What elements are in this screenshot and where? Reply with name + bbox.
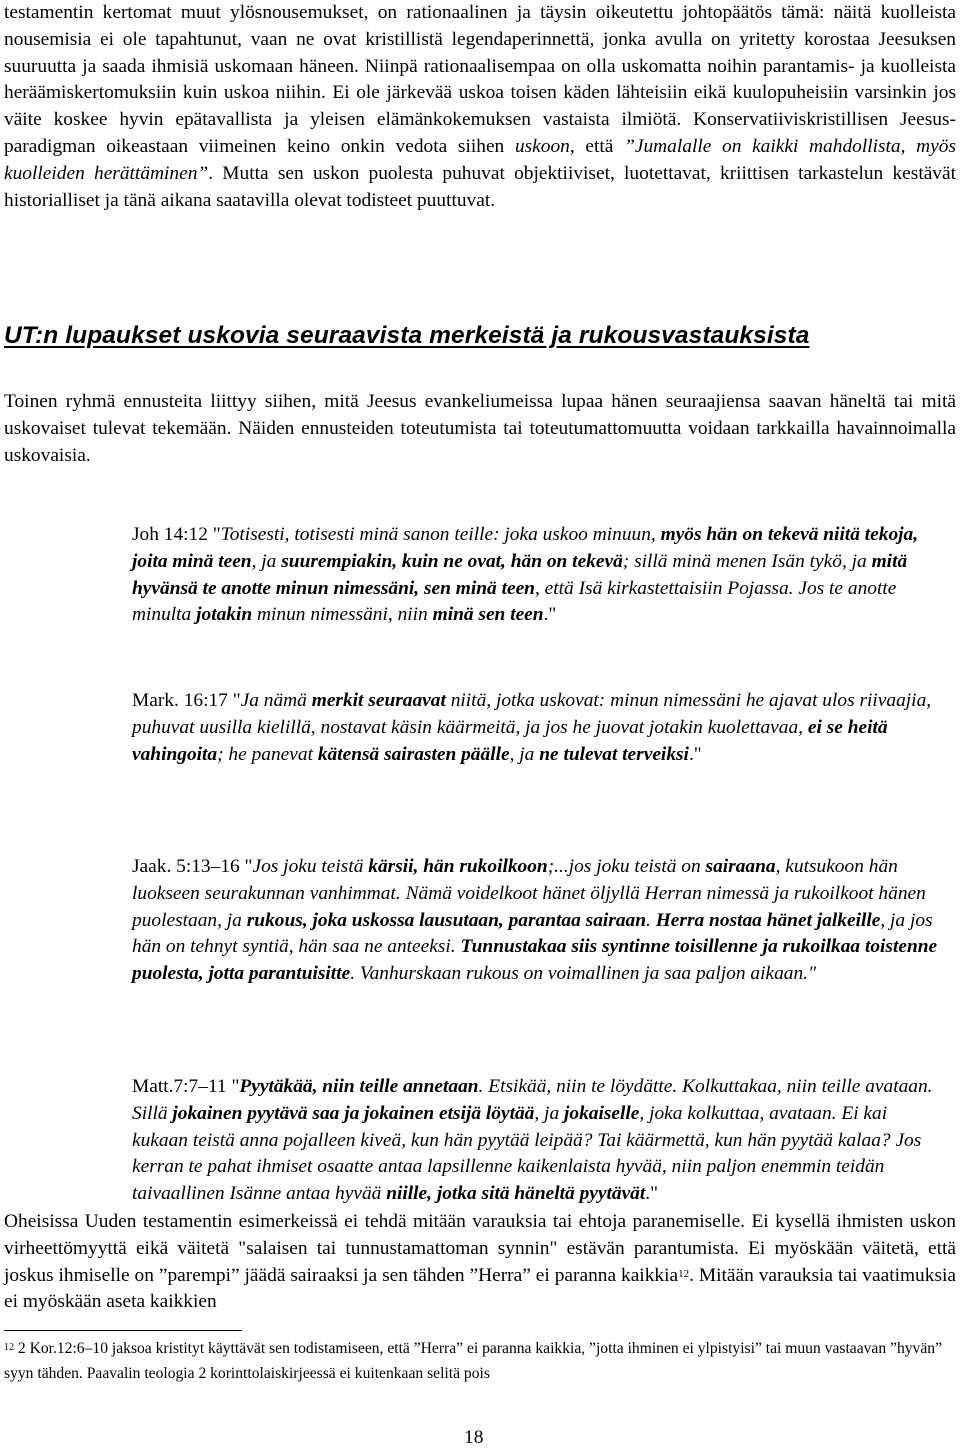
footnote-text: 2 Kor.12:6–10 jaksoa kristityt käyttävät sen todistamiseen, että ”Herra” ei paranna kaikkia, ”jotta ihminen ei ylpistyisi” tai muun vastaavan ”hyvän” syyn tähden. Paavalin teologia 2 korinttolaiskirjeessä ei kuitenkaan selitä pois: [4, 1340, 942, 1382]
bible-quote-matthew: Matt.7:7–11 "Pyytäkää, niin teille annetaan. Etsikää, niin te löydätte. Kolkuttakaa, niin teille avataan. Sillä jokainen pyytävä saa ja jokainen etsijä löytää, ja jokaiselle, joka kolkuttaa, avataan. Ei kai kukaan teistä anna pojalleen kiveä, kun hän pyytää leipää? Tai käärmettä, kun hän pyytää kalaa? Jos kerran te pahat ihmiset osaatte antaa lapsillenne kaikenlaista hyvää, niin paljon enemmin teidän taivaallinen Isänne antaa hyvää niille, jotka sitä häneltä pyytävät.": [132, 1076, 933, 1205]
footnote-divider: [4, 1330, 242, 1331]
footnote-marker: 12: [4, 1342, 14, 1353]
body-paragraph-3: Oheisissa Uuden testamentin esimerkeissä ei tehdä mitään varauksia tai ehtoja paranemiselle. Ei kysellä ihmisten uskon virheettömyyttä eikä väitetä "salaisen tai tunnustamattoman synnin" estävän parantumista. Ei myöskään väitetä, että joskus ihmiselle on ”parempi” jäädä sairaaksi ja sen tähden ”Herra” ei paranna kaikkia$^{12}$. Mitään varauksia tai vaatimuksia ei myöskään aseta kaikkien: [4, 1211, 956, 1313]
section-heading: UT:n lupaukset uskovia seuraavista merkeistä ja rukousvastauksista: [4, 322, 810, 349]
body-paragraph-1: testamentin kertomat muut ylösnousemukset, on rationaalinen ja täysin oikeutettu johtopäätös tämä: näitä kuolleista nousemisia ei ole tapahtunut, vaan ne ovat kristillistä legendaperinnettä, jonka avulla on yritetty korostaa Jeesuksen suuruutta ja saada ihmisiä uskomaan häneen. Niinpä rationaalisempaa on olla uskomatta noihin parantamis- ja kuolleista heräämiskertomuksiin kuin uskoa niihin. Ei ole järkevää uskoa toisen käden lähteisiin eikä kuulopuheisiin varsinkin jos väite koskee hyvin epätavallista ja yleisen elämänkokemuksen vastaista ilmiötä. Konservatiiviskristillisen Jeesus-paradigman oikeastaan viimeinen keino onkin vedota siihen uskoon, että ”Jumalalle on kaikki mahdollista, myös kuolleiden herättäminen”. Mutta sen uskon puolesta puhuvat objektiiviset, luotettavat, kriittisen tarkastelun kestävät historialliset ja tänä aikana saatavilla olevat todisteet puuttuvat.: [4, 2, 957, 211]
footnote-reference[interactable]: 12: [678, 1267, 690, 1280]
footnote: [4, 1337, 956, 1386]
bible-quote-mark: Mark. 16:17 "Ja nämä merkit seuraavat niitä, jotka uskovat: minun nimessäni he ajavat ulos riivaajia, puhuvat uusilla kielillä, nostavat käsin käärmeitä, ja jos he juovat jotakin kuolettavaa, ei se heitä vahingoita; he panevat kätensä sairasten päälle, ja ne tulevat terveiksi.": [132, 690, 932, 765]
bible-quote-john: Joh 14:12 "Totisesti, totisesti minä sanon teille: joka uskoo minuun, myös hän on tekevä niitä tekoja, joita minä teen, ja suurempiakin, kuin ne ovat, hän on tekevä; sillä minä menen Isän tykö, ja mitä hyvänsä te anotte minun nimessäni, sen minä teen, että Isä kirkastettaisiin Pojassa. Jos te anotte minulta jotakin minun nimessäni, niin minä sen teen.": [132, 524, 919, 626]
page-number: 18: [464, 1427, 484, 1448]
body-paragraph-2: Toinen ryhmä ennusteita liittyy siihen, mitä Jeesus evankeliumeissa lupaa hänen seuraajiensa saavan häneltä tai mitä uskovaiset tulevat tekemään. Näiden ennusteiden toteutumista tai toteutumattomuutta voidaan tarkkailla havainnoimalla uskovaisia.: [4, 391, 956, 466]
bible-quote-james: Jaak. 5:13–16 "Jos joku teistä kärsii, hän rukoilkoon;...jos joku teistä on sairaana, kutsukoon hän luokseen seurakunnan vanhimmat. Nämä voidelkoot hänet öljyllä Herran nimessä ja rukoilkoot hänen puolestaan, ja rukous, joka uskossa lausutaan, parantaa sairaan. Herra nostaa hänet jalkeille, ja jos hän on tehnyt syntiä, hän saa ne anteeksi. Tunnustakaa siis syntinne toisillenne ja rukoilkaa toistenne puolesta, jotta parantuisitte. Vanhurskaan rukous on voimallinen ja saa paljon aikaan.": [132, 856, 938, 985]
quoted-phrase: ”Jumalalle on kaikki mahdollista, myös kuolleiden herättäminen”: [4, 135, 957, 184]
emphasis-faith: uskoon: [514, 135, 570, 157]
